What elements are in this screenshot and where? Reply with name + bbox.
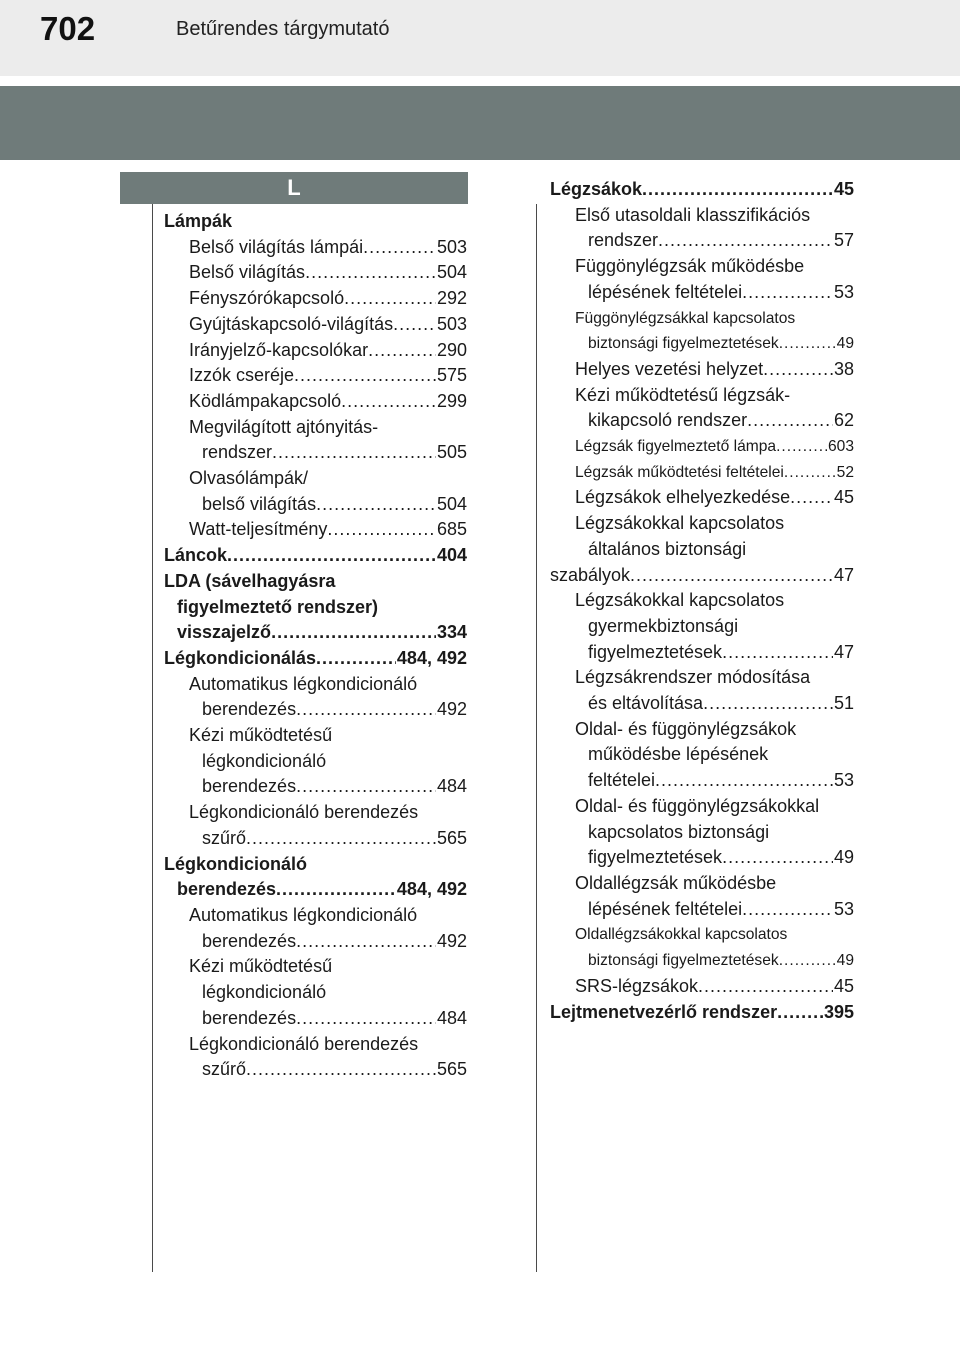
index-term: feltételei: [588, 770, 656, 791]
index-entry-line: [550, 691, 854, 717]
index-entry-line: [550, 614, 854, 640]
dot-leader: [722, 640, 833, 666]
index-entry: [550, 665, 854, 716]
dot-leader: [363, 235, 436, 261]
index-entry-line: [550, 383, 854, 409]
index-term: figyelmeztetések: [588, 641, 723, 662]
index-entry-line: [550, 408, 854, 434]
page-reference: 504: [436, 262, 467, 283]
index-term: Megvilágított ajtónyitás-: [189, 416, 379, 437]
index-entry-line: [550, 897, 854, 923]
index-entry-line: [164, 389, 467, 415]
index-term: berendezés: [202, 1007, 297, 1028]
page-reference: 299: [436, 390, 467, 411]
page-title: Betűrendes tárgymutató: [176, 18, 390, 40]
index-term: biztonsági figyelmeztetések: [588, 952, 779, 970]
index-entry: [550, 306, 854, 357]
index-entry-line: [164, 260, 467, 286]
index-entry-line: [550, 563, 854, 589]
index-entry-line: [164, 620, 467, 646]
index-entry: [164, 209, 467, 235]
right-column-rule: [536, 204, 537, 1272]
index-entry: [164, 1032, 467, 1083]
index-entry: [550, 434, 854, 460]
index-entry: [550, 485, 854, 511]
index-term: visszajelző: [177, 622, 272, 643]
index-entry-line: [164, 569, 467, 595]
index-entry-line: [550, 357, 854, 383]
header-band: [0, 86, 960, 160]
index-entry-line: [550, 948, 854, 974]
index-entry-line: [550, 203, 854, 229]
index-entry-line: [164, 286, 467, 312]
dot-leader: [327, 517, 436, 543]
index-entry-line: [164, 492, 467, 518]
dot-leader: [777, 1000, 823, 1026]
dot-leader: [272, 440, 436, 466]
dot-leader: [227, 543, 436, 569]
index-entry-line: [164, 543, 467, 569]
index-term: Oldal- és függönylégzsákok: [575, 718, 797, 739]
dot-leader: [642, 177, 833, 203]
index-term: berendezés: [177, 879, 277, 900]
page-reference: 484, 492: [396, 647, 467, 668]
index-entry: [550, 794, 854, 871]
index-entry-line: [550, 331, 854, 357]
dot-leader: [276, 877, 396, 903]
page-reference: 575: [436, 365, 467, 386]
page-reference: 565: [436, 827, 467, 848]
page-reference: 484: [436, 776, 467, 797]
page-reference: 603: [827, 438, 854, 456]
index-entry-line: [164, 697, 467, 723]
index-entry-line: [164, 415, 467, 441]
index-column-right: [550, 177, 854, 1025]
index-entry-line: [550, 254, 854, 280]
index-entry-line: [164, 646, 467, 672]
index-entry-line: [164, 852, 467, 878]
dot-leader: [246, 1057, 436, 1083]
page-reference: 292: [436, 288, 467, 309]
page-reference: 62: [833, 410, 854, 431]
left-column-rule: [152, 204, 153, 1272]
dot-leader: [742, 280, 833, 306]
index-term: biztonsági figyelmeztetések: [588, 335, 779, 353]
index-entry-line: [164, 363, 467, 389]
page-reference: 334: [436, 622, 467, 643]
dot-leader: [703, 691, 833, 717]
index-term: Légkondicionáló: [164, 853, 308, 874]
dot-leader: [763, 357, 833, 383]
index-entry-line: [164, 749, 467, 775]
index-term: Légzsák működtetési feltételei: [575, 463, 784, 481]
index-term: berendezés: [202, 699, 297, 720]
index-entry-line: [164, 517, 467, 543]
index-entry-line: [164, 800, 467, 826]
index-entry-line: [164, 1032, 467, 1058]
page-reference: 49: [836, 952, 854, 970]
page-reference: 685: [436, 519, 467, 540]
page-reference: 45: [833, 179, 854, 199]
dot-leader: [790, 485, 833, 511]
dot-leader: [655, 768, 833, 794]
index-term: Lámpák: [164, 211, 233, 231]
index-entry: [164, 286, 467, 312]
index-entry-line: [550, 485, 854, 511]
index-term: légkondicionáló: [202, 750, 327, 771]
index-entry: [164, 466, 467, 517]
index-entry-line: [164, 440, 467, 466]
dot-leader: [393, 312, 436, 338]
index-term: Légkondicionálás: [164, 647, 317, 668]
page-reference: 45: [833, 487, 854, 508]
page-reference: 53: [833, 770, 854, 791]
page-reference: 290: [436, 339, 467, 360]
dot-leader: [316, 646, 396, 672]
page-reference: 503: [436, 313, 467, 334]
index-entry-line: [164, 1057, 467, 1083]
index-entry: [550, 357, 854, 383]
dot-leader: [784, 460, 836, 486]
index-term: Belső világítás: [189, 262, 306, 283]
page-reference: 45: [833, 975, 854, 996]
index-entry: [164, 338, 467, 364]
index-entry-line: [164, 903, 467, 929]
index-term: Légzsákokkal kapcsolatos: [575, 590, 785, 611]
dot-leader: [630, 563, 833, 589]
dot-leader: [722, 845, 833, 871]
index-term: szűrő: [202, 827, 247, 848]
index-term: Függönylégzsákkal kapcsolatos: [575, 309, 796, 327]
dot-leader: [305, 260, 436, 286]
index-entry-line: [550, 177, 854, 203]
index-term: rendszer: [202, 442, 273, 463]
page-reference: 47: [833, 641, 854, 662]
index-entry: [550, 717, 854, 794]
index-entry-line: [164, 595, 467, 621]
dot-leader: [344, 286, 436, 312]
index-term: Oldallégzsák működésbe: [575, 872, 777, 893]
index-term: Fényszórókapcsoló: [189, 288, 345, 309]
index-entry-line: [164, 466, 467, 492]
index-entry-line: [164, 929, 467, 955]
index-entry: [550, 563, 854, 589]
index-term: rendszer: [588, 230, 659, 251]
index-term: szűrő: [202, 1059, 247, 1080]
top-header-strip: [0, 0, 960, 76]
index-entry: [164, 260, 467, 286]
index-entry: [164, 646, 467, 672]
page-reference: 565: [436, 1059, 467, 1080]
index-entry-line: [550, 845, 854, 871]
index-entry-line: [550, 742, 854, 768]
index-term: Láncok: [164, 545, 228, 566]
index-entry: [550, 254, 854, 305]
dot-leader: [747, 408, 833, 434]
index-term: Irányjelző-kapcsolókar: [189, 339, 369, 360]
index-term: Légzsákok elhelyezkedése: [575, 487, 791, 508]
index-term: Légzsák figyelmeztető lámpa: [575, 438, 777, 456]
page-reference: 503: [436, 236, 467, 257]
index-entry: [164, 954, 467, 1031]
dot-leader: [316, 492, 436, 518]
index-entry-line: [550, 794, 854, 820]
dot-leader: [271, 620, 436, 646]
index-entry-line: [164, 672, 467, 698]
index-term: berendezés: [202, 776, 297, 797]
page-reference: 404: [436, 545, 467, 566]
page-reference: 492: [436, 699, 467, 720]
index-term: Automatikus légkondicionáló: [189, 904, 418, 925]
index-entry: [550, 203, 854, 254]
page-reference: 53: [833, 281, 854, 302]
index-entry-line: [550, 460, 854, 486]
dot-leader: [368, 338, 436, 364]
index-entry-line: [550, 768, 854, 794]
index-entry: [164, 312, 467, 338]
dot-leader: [742, 897, 833, 923]
page-number: 702: [40, 10, 96, 47]
index-entry: [164, 852, 467, 903]
index-entry-line: [164, 312, 467, 338]
index-entry: [164, 800, 467, 851]
page-reference: 49: [836, 335, 854, 353]
index-term: kikapcsoló rendszer: [588, 410, 748, 431]
dot-leader: [658, 228, 833, 254]
index-entry: [164, 415, 467, 466]
page-reference: 52: [836, 463, 854, 481]
index-entry-line: [164, 338, 467, 364]
index-entry: [550, 922, 854, 973]
index-term: Automatikus légkondicionáló: [189, 673, 418, 694]
index-entry: [164, 903, 467, 954]
page-reference: 492: [436, 930, 467, 951]
index-entry: [550, 511, 854, 562]
index-column-left: [164, 209, 467, 1083]
index-entry: [164, 363, 467, 389]
page-reference: 484, 492: [396, 879, 467, 900]
index-entry: [164, 517, 467, 543]
index-entry-line: [164, 235, 467, 261]
index-entry-line: [550, 922, 854, 948]
index-entry-line: [164, 826, 467, 852]
index-entry-line: [164, 723, 467, 749]
index-term: Első utasoldali klasszifikációs: [575, 204, 811, 225]
index-entry: [164, 569, 467, 646]
dot-leader: [294, 363, 436, 389]
index-entry: [550, 1000, 854, 1026]
index-entry-line: [164, 209, 467, 235]
index-entry-line: [550, 537, 854, 563]
page-reference: 53: [833, 898, 854, 919]
index-term: lépésének feltételei: [588, 898, 743, 919]
index-term: Légkondicionáló berendezés: [189, 802, 419, 823]
index-entry-line: [550, 588, 854, 614]
index-term: légkondicionáló: [202, 982, 327, 1003]
index-term: működésbe lépésének: [588, 744, 769, 765]
page-reference: 504: [436, 493, 467, 514]
index-entry-line: [550, 306, 854, 332]
index-term: Watt-teljesítmény: [189, 519, 328, 540]
section-letter-tab: L: [120, 172, 468, 204]
index-entry: [550, 383, 854, 434]
index-term: Ködlámpakapcsoló: [189, 390, 342, 411]
dot-leader: [296, 697, 436, 723]
index-term: Oldal- és függönylégzsákokkal: [575, 795, 820, 816]
index-term: Légzsákrendszer módosítása: [575, 667, 811, 688]
index-term: Belső világítás lámpái: [189, 236, 364, 257]
index-term: figyelmeztetések: [588, 847, 723, 868]
dot-leader: [246, 826, 436, 852]
index-entry: [550, 588, 854, 665]
index-term: Kézi működtetésű: [189, 956, 333, 977]
index-entry: [164, 723, 467, 800]
dot-leader: [341, 389, 436, 415]
dot-leader: [296, 774, 436, 800]
page-reference: 49: [833, 847, 854, 868]
index-term: Lejtmenetvezérlő rendszer: [550, 1001, 778, 1022]
index-entry: [164, 543, 467, 569]
page-reference: 51: [833, 693, 854, 714]
index-term: Gyújtáskapcsoló-világítás: [189, 313, 394, 334]
index-term: Függönylégzsák működésbe: [575, 256, 805, 277]
index-term: kapcsolatos biztonsági: [588, 821, 770, 842]
index-entry-line: [164, 877, 467, 903]
index-entry-line: [550, 280, 854, 306]
index-term: Légzsákok: [550, 179, 643, 199]
page-reference: 47: [833, 564, 854, 585]
index-term: Légzsákokkal kapcsolatos: [575, 513, 785, 534]
dot-leader: [296, 929, 436, 955]
index-entry: [550, 177, 854, 203]
dot-leader: [698, 974, 833, 1000]
dot-leader: [776, 434, 827, 460]
page-reference: 395: [823, 1001, 854, 1022]
index-entry-line: [550, 871, 854, 897]
index-term: Helyes vezetési helyzet: [575, 358, 764, 379]
index-entry-line: [550, 640, 854, 666]
page-reference: 38: [833, 358, 854, 379]
index-term: Olvasólámpák/: [189, 468, 309, 489]
index-term: Oldallégzsákokkal kapcsolatos: [575, 926, 788, 944]
index-term: Kézi működtetésű: [189, 725, 333, 746]
index-entry-line: [550, 717, 854, 743]
index-entry-line: [550, 665, 854, 691]
index-term: berendezés: [202, 930, 297, 951]
index-term: SRS-légzsákok: [575, 975, 699, 996]
index-entry-line: [164, 774, 467, 800]
index-entry-line: [550, 434, 854, 460]
index-term: szabályok: [550, 564, 631, 585]
index-term: és eltávolítása: [588, 693, 704, 714]
page-reference: 505: [436, 442, 467, 463]
index-term: Kézi működtetésű légzsák-: [575, 384, 791, 405]
index-term: lépésének feltételei: [588, 281, 743, 302]
index-term: általános biztonsági: [588, 538, 747, 559]
index-entry: [550, 974, 854, 1000]
index-entry-line: [550, 820, 854, 846]
index-term: Légkondicionáló berendezés: [189, 1033, 419, 1054]
index-term: Izzók cseréje: [189, 365, 295, 386]
index-entry: [550, 460, 854, 486]
index-entry-line: [550, 511, 854, 537]
index-entry-line: [164, 954, 467, 980]
index-entry-line: [164, 980, 467, 1006]
page-reference: 484: [436, 1007, 467, 1028]
index-entry-line: [550, 974, 854, 1000]
index-entry-line: [550, 228, 854, 254]
index-term: belső világítás: [202, 493, 317, 514]
dot-leader: [779, 948, 836, 974]
index-entry-line: [550, 1000, 854, 1026]
page-reference: 57: [833, 230, 854, 251]
index-entry: [164, 235, 467, 261]
index-entry: [550, 871, 854, 922]
index-entry: [164, 389, 467, 415]
dot-leader: [296, 1006, 436, 1032]
index-term: LDA (sávelhagyásra: [164, 570, 336, 591]
index-entry: [164, 672, 467, 723]
index-entry-line: [164, 1006, 467, 1032]
index-term: gyermekbiztonsági: [588, 615, 739, 636]
index-term: figyelmeztető rendszer): [177, 596, 379, 617]
dot-leader: [779, 331, 836, 357]
